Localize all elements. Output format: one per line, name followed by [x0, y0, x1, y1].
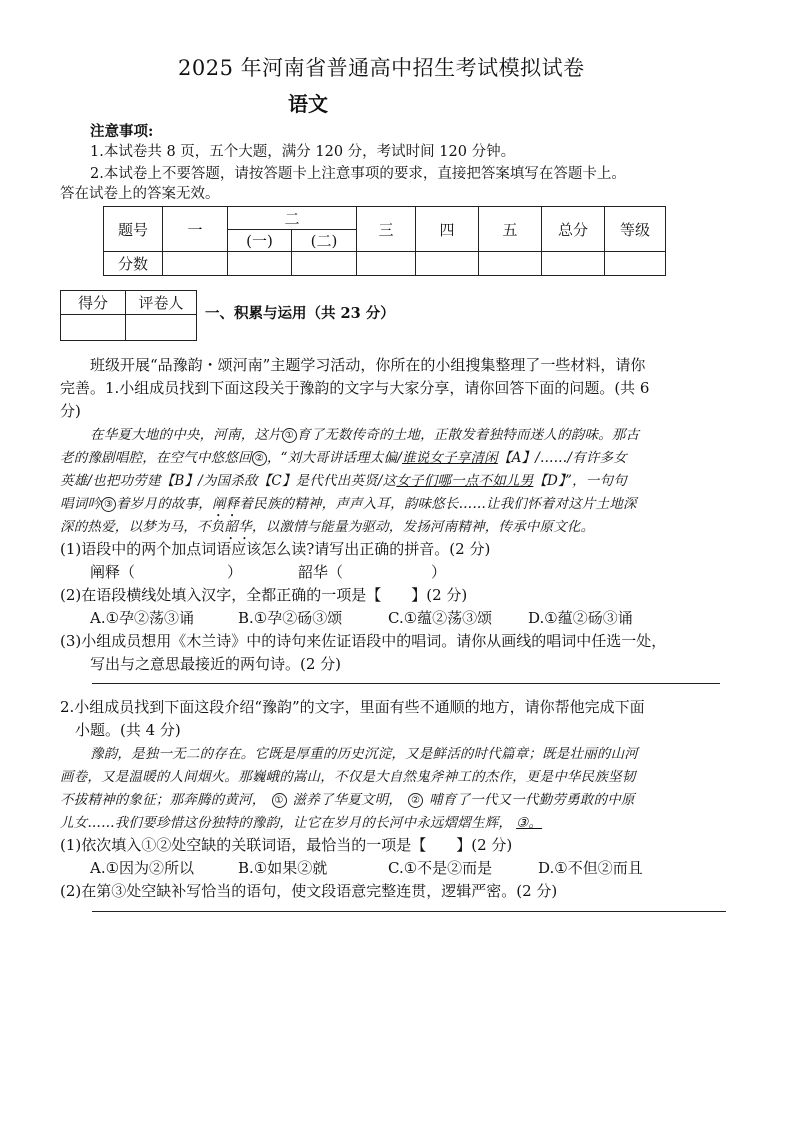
- grader-table: [60, 290, 197, 341]
- score-cell[interactable]: [479, 252, 542, 276]
- question-2-intro: 2.小组成员找到下面这段介绍“豫韵”的文字，里面有些不通顺的地方，请你帮他完成下面: [60, 698, 645, 716]
- passage-text: 老的豫剧唱腔，在空气中悠悠回: [60, 450, 252, 466]
- score-table-header-cell: 三: [357, 207, 416, 252]
- blank-marker: ①: [272, 793, 287, 808]
- score-table-header-cell: 等级: [605, 207, 666, 252]
- blank-marker: ②: [252, 451, 267, 466]
- underlined-lyric: 女子们哪一点不如儿男: [396, 473, 534, 489]
- notes-item-2-cont: 答在试卷上的答案无效。: [60, 186, 220, 202]
- score-table-sub-cell: (二): [292, 230, 357, 252]
- passage-text: 【A】/……/有许多女: [497, 450, 627, 466]
- question-1-3-cont: 写出与之意思最接近的两句诗。(2 分): [90, 655, 342, 673]
- score-cell[interactable]: [292, 252, 357, 276]
- score-cell[interactable]: [416, 252, 479, 276]
- grader-table-header: 得分: [61, 291, 126, 315]
- blank-marker: ②: [408, 793, 423, 808]
- score-cell[interactable]: [357, 252, 416, 276]
- blank-3: [101, 496, 116, 512]
- score-table-header-cell: 总分: [542, 207, 605, 252]
- passage-1-line: [60, 469, 627, 489]
- option-d[interactable]: D.①蕴②砀③诵: [528, 609, 633, 627]
- answer-line[interactable]: [92, 911, 726, 912]
- score-table-header-cell: 一: [163, 207, 228, 252]
- passage-1-line: [60, 446, 627, 466]
- bracket-close: ）: [431, 563, 447, 581]
- passage-text: 在华夏大地的中央，河南，这片: [90, 427, 282, 443]
- score-cell[interactable]: [228, 252, 292, 276]
- section-1-intro-line: 班级开展“品豫韵・颂河南”主题学习活动，你所在的小组搜集整理了一些材料，请你: [90, 356, 646, 374]
- blank-connective-1: [266, 792, 293, 808]
- score-table-header-cell: 二: [228, 207, 357, 230]
- passage-2-line: [60, 788, 635, 808]
- passage-text: 英雄/也把功劳建【B】/为国杀敌【C】是代代出英贤/这: [60, 473, 397, 489]
- score-row-label: 分数: [104, 252, 163, 276]
- option-c[interactable]: C.①不是②而是: [388, 859, 493, 877]
- passage-text: 儿女……我们要珍惜这份独特的豫韵，让它在岁月的长河中永远熠熠生辉，: [60, 815, 513, 831]
- question-2-1: (1)依次填入①②处空缺的关联词语，最恰当的一项是【 】(2 分): [60, 836, 513, 854]
- passage-text: 着民族的精神，声声入耳，韵味悠长……让我们怀着对这片土地深: [239, 496, 637, 512]
- section-1-intro-line: 分): [60, 402, 81, 420]
- notes-item-2: 2.本试卷上不要答题，请按答题卡上注意事项的要求，直接把答案填写在答题卡上。: [90, 166, 626, 182]
- grader-cell[interactable]: [61, 315, 126, 341]
- dotted-word: 韶华: [224, 519, 252, 535]
- blank-1: [282, 427, 297, 443]
- passage-text: 着岁月的故事，: [116, 496, 213, 512]
- passage-2-line: 画卷，又是温暖的人间烟火。那巍峨的嵩山，不仅是大自然鬼斧神工的杰作，更是中华民族坚韧: [60, 769, 636, 785]
- bracket-close: ）: [227, 563, 243, 581]
- grader-table-header: 评卷人: [126, 291, 197, 315]
- passage-1-line: [90, 423, 639, 443]
- question-1-3: (3)小组成员想用《木兰诗》中的诗句来佐证语段中的唱词。请你从画线的唱词中任选一处，: [60, 632, 667, 650]
- passage-2-line: 豫韵，是独一无二的存在。它既是厚重的历史沉淀，又是鲜活的时代篇章；既是壮丽的山河: [90, 746, 638, 762]
- score-table: [103, 206, 666, 276]
- question-1-1: (1)语段中的两个加点词语应该怎么读?请写出正确的拼音。(2 分): [60, 540, 491, 558]
- answer-line[interactable]: [92, 683, 720, 684]
- option-b[interactable]: B.①如果②就: [238, 859, 328, 877]
- passage-text: 【D】”，一句句: [533, 473, 627, 489]
- score-cell[interactable]: [605, 252, 666, 276]
- pinyin-answer-2: [298, 561, 446, 582]
- score-table-header-cell: 四: [416, 207, 479, 252]
- option-b[interactable]: B.①孕②砀③颂: [238, 609, 343, 627]
- question-2-2: (2)在第③处空缺补写恰当的语句，使文段语意完整连贯，逻辑严密。(2 分): [60, 882, 558, 900]
- notes-item-1: 1.本试卷共 8 页，五个大题，满分 120 分，考试时间 120 分钟。: [90, 144, 516, 160]
- section-1-intro-line: 完善。1.小组成员找到下面这段关于豫韵的文字与大家分享，请你回答下面的问题。(共 6: [60, 379, 650, 397]
- pinyin-word: 韶华（: [298, 563, 344, 581]
- pinyin-answer-1: [90, 561, 242, 582]
- blank-marker: ①: [282, 428, 297, 443]
- subject-title: 语文: [288, 92, 328, 116]
- option-a[interactable]: A.①因为②所以: [90, 859, 195, 877]
- passage-text: ，“刘大哥讲话理太偏/: [266, 450, 402, 466]
- grader-cell[interactable]: [126, 315, 197, 341]
- passage-text: ，以激情与能量为驱动，发扬河南精神，传承中原文化。: [251, 519, 595, 535]
- score-table-sub-cell: (一): [228, 230, 292, 252]
- underlined-lyric: 谁说女子享清闲: [401, 450, 498, 466]
- dotted-word: 阐释: [212, 496, 240, 512]
- passage-text: 深的热爱，以梦为马，不负: [60, 519, 225, 535]
- option-c[interactable]: C.①蕴②荡③颂: [388, 609, 493, 627]
- question-2-intro-cont: 小题。(共 4 分): [75, 721, 181, 739]
- passage-text: 唱词吟: [60, 496, 102, 512]
- passage-text: 不拔精神的象征；那奔腾的黄河，: [60, 792, 266, 808]
- passage-text: 滋养了华夏文明，: [292, 792, 403, 808]
- question-1-2: (2)在语段横线处填入汉字，全都正确的一项是【 】(2 分): [60, 586, 468, 604]
- blank-sentence-3: [512, 815, 546, 831]
- option-a[interactable]: A.①孕②荡③诵: [90, 609, 195, 627]
- blank-marker: ③: [101, 497, 116, 512]
- exam-title: 2025 年河南省普通高中招生考试模拟试卷: [178, 56, 585, 80]
- passage-text: 育了无数传奇的土地，正散发着独特而迷人的韵味。那古: [296, 427, 640, 443]
- score-table-header-cell: 题号: [104, 207, 163, 252]
- notes-heading: 注意事项:: [90, 123, 154, 140]
- score-cell[interactable]: [163, 252, 228, 276]
- blank-connective-2: [402, 792, 429, 808]
- pinyin-word: 阐释（: [90, 563, 136, 581]
- blank-2: [252, 450, 267, 466]
- passage-text: 哺育了一代又一代勤劳勇敢的中原: [429, 792, 635, 808]
- score-cell[interactable]: [542, 252, 605, 276]
- section-1-heading: 一、积累与运用（共 23 分）: [205, 305, 395, 322]
- passage-2-line: [60, 811, 546, 831]
- option-d[interactable]: D.①不但②而且: [538, 859, 643, 877]
- score-table-header-cell: 五: [479, 207, 542, 252]
- blank-marker: ③。: [516, 815, 543, 831]
